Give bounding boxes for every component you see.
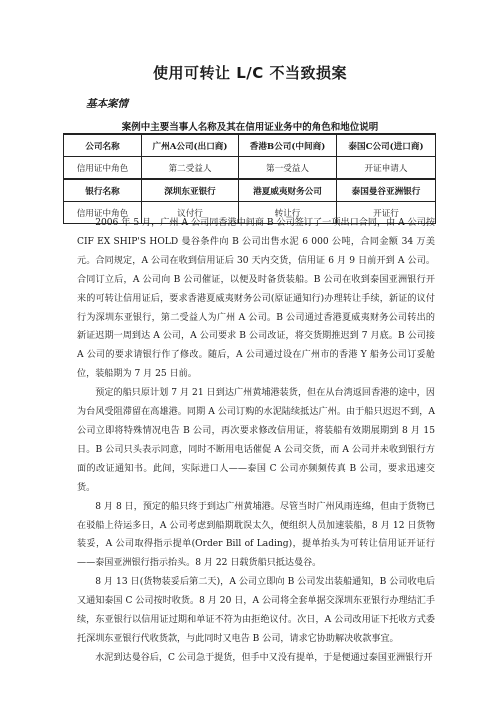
table-cell: 信用证中角色 (64, 157, 142, 180)
table-cell: 公司名称 (64, 134, 142, 157)
paragraph: 2006 年 5 月，广州 A 公司同香港中间商 B 公司签订了一项出口合同，由 A 公司按 CIF EX SHIP'S HOLD 曼谷条件向 B 公司出售水泥 6 000 公吨，合同金额 34 万美元。合同规定，A 公司在收到信用证后 30 天内交货，信用证 6 月 9 日前开到 A 公司。合同订立后，A 公司向 B 公司催证，以便及时备货装船。B 公司在收到泰国亚洲银行开来的可转让信用证后，要求香港夏威夷财务公司(原证通知行)办理转让手续，新证的议付行为深圳东亚银行，第二受益人为广州 A 公司。B 公司通过香港夏威夷财务公司转出的新证迟期一周到达 A 公司，A 公司要求 B 公司改证，将交货期推迟到 7 月底。B 公司接 A 公司的要求请银行作了修改。随后，A 公司通过设在广州市的香港 Y 船务公司订妥舱位，装船期为 7 月 25 日前。 (77, 218, 435, 380)
table-cell: 开证申请人 (337, 157, 436, 180)
table-row (64, 179, 436, 202)
table-cell: 开证行 (337, 202, 436, 224)
table-cell: 议付行 (142, 202, 239, 224)
paragraph: 水泥到达曼谷后，C 公司急于提货，但手中又没有提单，于是便通过泰国亚洲银行开 (95, 652, 433, 663)
document-body (77, 214, 435, 668)
table-cell: 深圳东亚银行 (142, 179, 239, 202)
table-cell: 转让行 (239, 202, 337, 224)
table-cell: 泰国C公司(进口商) (337, 134, 436, 157)
paragraph: 8 月 8 日，预定的船只终于到达广州黄埔港。尽管当时广州风雨连绵，但由于货物已在驳船上待运多日，A 公司考虑到船期耽误太久，便组织人员加速装船，8 月 12 日货物装妥，A 公司取得指示提单(Order Bill of Lading)，提单抬头为可转让信用证开证行——泰国亚洲银行指示抬头。8 月 22 日载货船只抵达曼谷。 (77, 501, 435, 569)
roles-table (63, 133, 436, 224)
table-cell: 泰国曼谷亚洲银行 (337, 179, 436, 202)
table-row (64, 134, 436, 157)
table-cell: 银行名称 (64, 179, 142, 202)
table-cell: 香港B公司(中间商) (239, 134, 337, 157)
table-cell: 第一受益人 (239, 157, 337, 180)
table-cell: 第二受益人 (142, 157, 239, 180)
table-row (64, 157, 436, 180)
table-caption: 案例中主要当事人名称及其在信用证业务中的角色和地位说明 (121, 122, 379, 133)
table-cell: 信用证中角色 (64, 202, 142, 224)
paragraph: 预定的船只原计划 7 月 21 日到达广州黄埔港装货，但在从台湾返回香港的途中，因为台风受阻滞留在高雄港。同期 A 公司订购的水泥陆续抵达广州。由于船只迟迟不到，A 公司立即将特殊情况电告 B 公司，再次要求修改信用证，将装船有效期展期到 8 月 15 日。B 公司只头表示同意，同时不断用电话催促 A 公司交货，而 A 公司并未收到银行方面的改证通知书。此间，实际进口人——泰国 C 公司亦频频传真 B 公司，要求迅速交货。 (77, 388, 435, 493)
table-cell: 广州A公司(出口商) (142, 134, 239, 157)
paragraph: 8 月 13 日(货物装妥后第二天)，A 公司立即向 B 公司发出装船通知，B 公司收电后又通知泰国 C 公司按时收货。8 月 20 日，A 公司将全套单据交深圳东亚银行办理结汇手续，东亚银行以信用证过期和单证不符为由拒绝议付。次日，A 公司改用证下托收方式委托深圳东亚银行代收货款，与此同时又电告 B 公司，请求它协助解决收款事宜。 (77, 577, 435, 644)
document-title: 使用可转让 L/C 不当致损案 (153, 64, 347, 82)
section-heading: 基本案情 (86, 98, 128, 110)
table-cell: 港夏威夷财务公司 (239, 179, 337, 202)
